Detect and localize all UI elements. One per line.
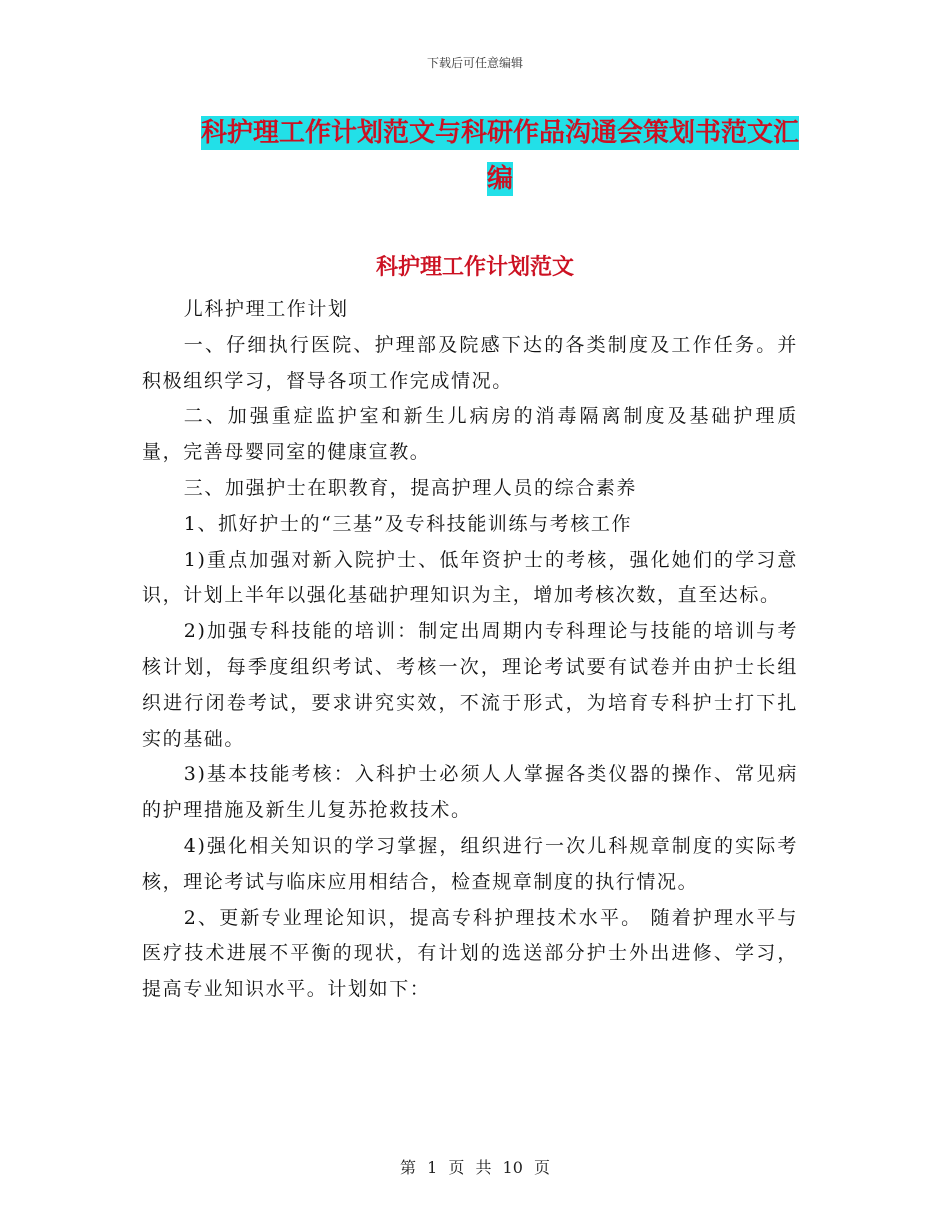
- paragraph: 二、加强重症监护室和新生儿病房的消毒隔离制度及基础护理质量，完善母婴同室的健康宣教。: [142, 405, 798, 464]
- paragraph: 三、加强护士在职教育，提高护理人员的综合素养: [183, 476, 637, 499]
- header-note: 下载后可任意编辑: [426, 56, 523, 70]
- document-body: [142, 292, 798, 1008]
- document-title: [195, 110, 805, 202]
- paragraph: 4)强化相关知识的学习掌握，组织进行一次儿科规章制度的实际考核，理论考试与临床应用相结合，检查规章制度的执行情况。: [142, 834, 798, 893]
- document-title-text: 科护理工作计划范文与科研作品沟通会策划书范文汇编: [200, 118, 799, 194]
- paragraph: 1)重点加强对新入院护士、低年资护士的考核，强化她们的学习意识，计划上半年以强化基础护理知识为主，增加考核次数，直至达标。: [142, 548, 798, 607]
- paragraph: 3)基本技能考核：入科护士必须人人掌握各类仪器的操作、常见病的护理措施及新生儿复苏抢救技术。: [142, 763, 798, 822]
- section-title: 科护理工作计划范文: [375, 255, 574, 280]
- paragraph: 2)加强专科技能的培训：制定出周期内专科理论与技能的培训与考核计划，每季度组织考试、考核一次，理论考试要有试卷并由护士长组织进行闭卷考试，要求讲究实效，不流于形式，为培育专科护士打下扎实的基础。: [142, 620, 798, 750]
- paragraph: 儿科护理工作计划: [183, 298, 349, 320]
- paragraph: 1、抓好护士的“三基”及专科技能训练与考核工作: [183, 512, 633, 535]
- paragraph: 2、更新专业理论知识，提高专科护理技术水平。 随着护理水平与医疗技术进展不平衡的现状，有计划的选送部分护士外出进修、学习，提高专业知识水平。计划如下：: [142, 906, 798, 1001]
- page-footer: 第 1 页 共 10 页: [400, 1158, 550, 1177]
- paragraph: 一、仔细执行医院、护理部及院感下达的各类制度及工作任务。并积极组织学习，督导各项工作完成情况。: [142, 333, 798, 392]
